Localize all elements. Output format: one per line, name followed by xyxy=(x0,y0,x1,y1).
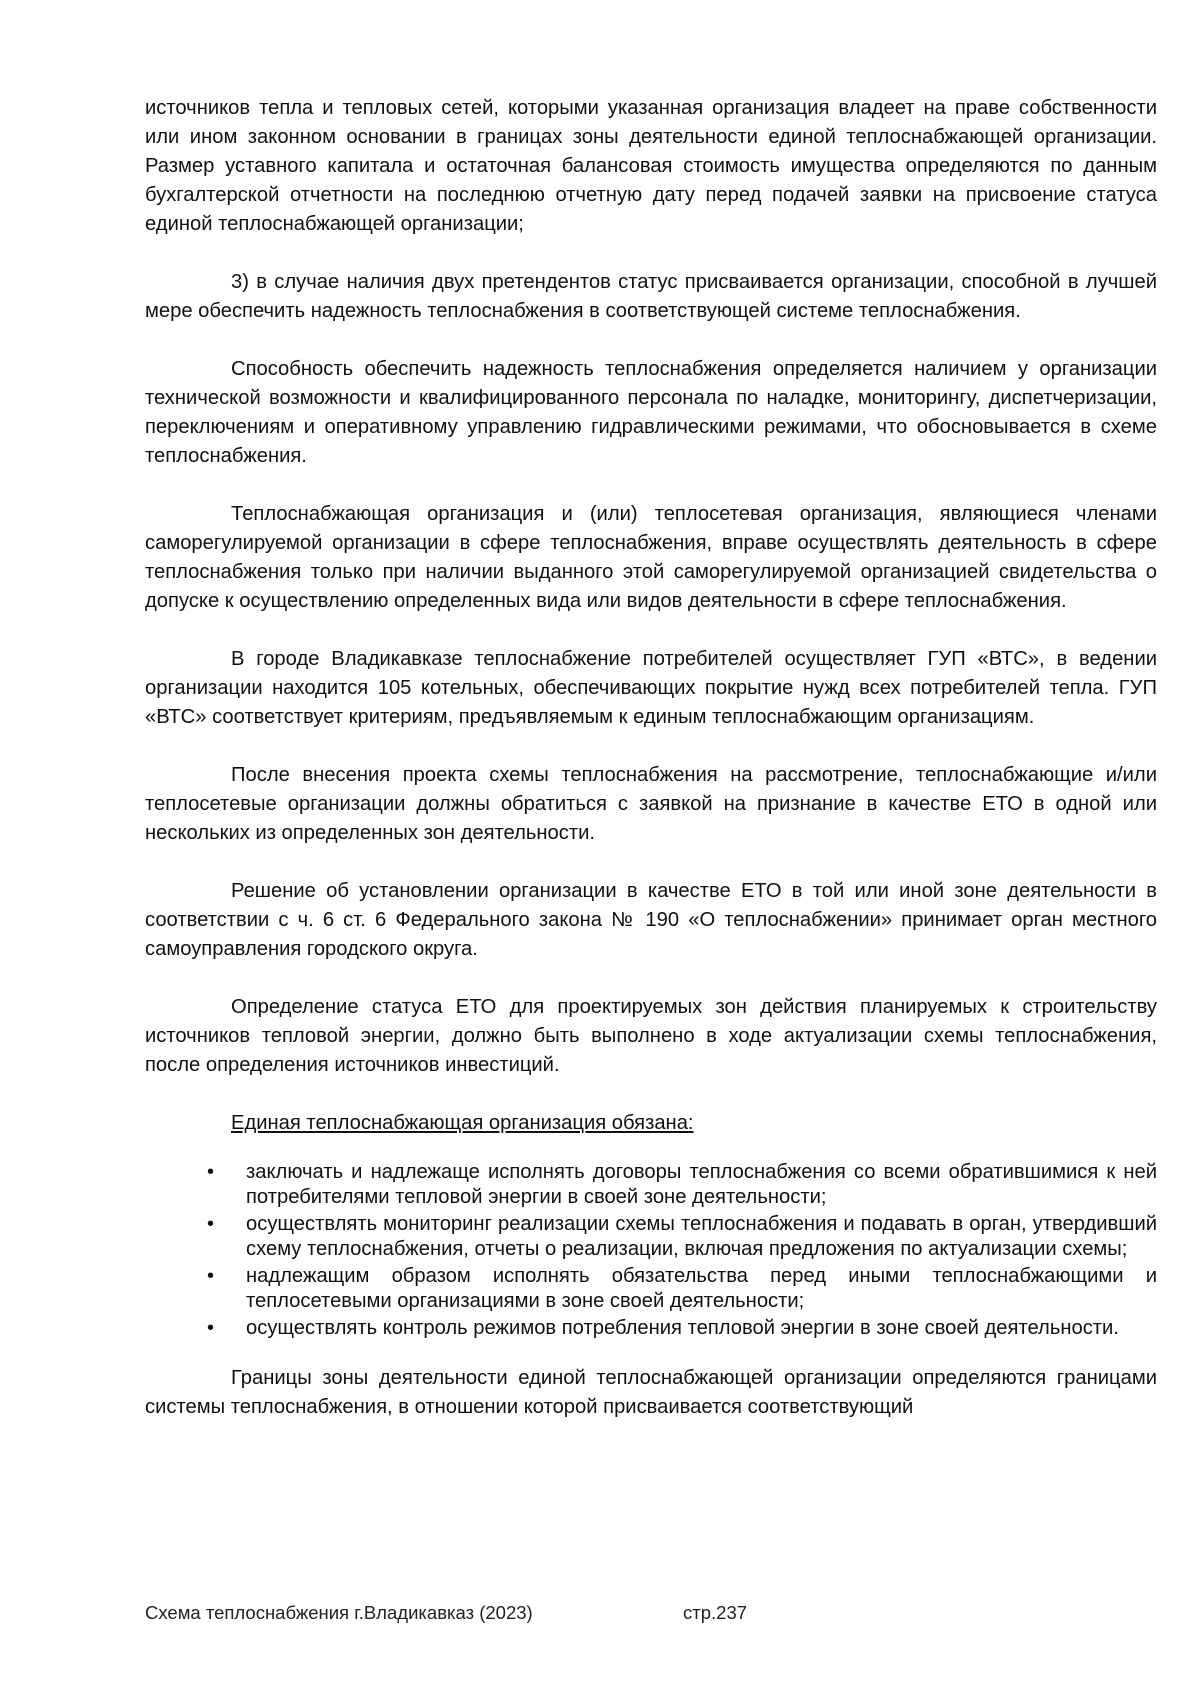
list-item-text: надлежащим образом исполнять обязательства перед иными теплоснабжающими и теплосетевыми организациями в зоне своей деятельности; xyxy=(246,1265,1157,1312)
bullet-icon: • xyxy=(207,1161,215,1183)
footer-page-number: стр.237 xyxy=(683,1602,748,1623)
paragraph-application: После внесения проекта схемы теплоснабжения на рассмотрение, теплоснабжающие и/или теплосетевые организации должны обратиться с заявкой на признание в качестве ЕТО в одной или нескольких из определенных зон деятельности. xyxy=(145,764,1157,844)
list-item-text: заключать и надлежаще исполнять договоры теплоснабжения со всеми обратившимися к ней потребителями тепловой энергии в своей зоне деятельности; xyxy=(246,1161,1157,1208)
paragraph-zone-boundaries: Границы зоны деятельности единой теплоснабжающей организации определяются границами системы теплоснабжения, в отношении которой присваивается соответствующий xyxy=(145,1367,1157,1418)
bullet-icon: • xyxy=(207,1213,215,1235)
list-item xyxy=(145,1160,1157,1210)
list-item-text: осуществлять контроль режимов потребления тепловой энергии в зоне своей деятельности. xyxy=(246,1317,1119,1339)
paragraph-continuation: источников тепла и тепловых сетей, которыми указанная организация владеет на праве собственности или ином законном основании в границах зоны деятельности единой теплоснабжающей организации. Размер уставного капитала и остаточная балансовая стоимость имущества определяются по данным бухгалтерской отчетности на последнюю отчетную дату перед подачей заявки на присвоение статуса единой теплоснабжающей организации; xyxy=(145,97,1157,235)
duties-heading: Единая теплоснабжающая организация обязана: xyxy=(231,1112,694,1134)
list-item xyxy=(145,1264,1157,1314)
paragraph-status-definition: Определение статуса ЕТО для проектируемых зон действия планируемых к строительству источников тепловой энергии, должно быть выполнено в ходе актуализации схемы теплоснабжения, после определения источников инвестиций. xyxy=(145,996,1157,1076)
bullet-icon: • xyxy=(207,1265,215,1287)
footer-document-title: Схема теплоснабжения г.Владикавказ (2023) xyxy=(145,1602,533,1623)
page-footer xyxy=(145,1600,1157,1626)
paragraph-decision: Решение об установлении организации в качестве ЕТО в той или иной зоне деятельности в соответствии с ч. 6 ст. 6 Федерального закона № 190 «О теплоснабжении» принимает орган местного самоуправления городского округа. xyxy=(145,880,1157,960)
list-item xyxy=(145,1316,1157,1341)
list-item xyxy=(145,1212,1157,1262)
bullet-icon: • xyxy=(207,1317,215,1339)
paragraph-vladikavkaz: В городе Владикавказе теплоснабжение потребителей осуществляет ГУП «ВТС», в ведении организации находится 105 котельных, обеспечивающих покрытие нужд всех потребителей тепла. ГУП «ВТС» соответствует критериям, предъявляемым к единым теплоснабжающим организациям. xyxy=(145,648,1157,728)
paragraph-reliability: Способность обеспечить надежность теплоснабжения определяется наличием у организации технической возможности и квалифицированного персонала по наладке, мониторингу, диспетчеризации, переключениям и оперативному управлению гидравлическими режимами, что обосновывается в схеме теплоснабжения. xyxy=(145,358,1157,467)
list-item-text: осуществлять мониторинг реализации схемы теплоснабжения и подавать в орган, утвердивший схему теплоснабжения, отчеты о реализации, включая предложения по актуализации схемы; xyxy=(246,1213,1157,1260)
duties-list xyxy=(145,1160,1157,1341)
page-content xyxy=(145,94,1157,1451)
paragraph-self-regulation: Теплоснабжающая организация и (или) теплосетевая организация, являющиеся членами саморегулируемой организации в сфере теплоснабжения, вправе осуществлять деятельность в сфере теплоснабжения только при наличии выданного этой саморегулируемой организацией свидетельства о допуске к осуществлению определенных вида или видов деятельности в сфере теплоснабжения. xyxy=(145,503,1157,612)
paragraph-item-3: 3) в случае наличия двух претендентов статус присваивается организации, способной в лучшей мере обеспечить надежность теплоснабжения в соответствующей системе теплоснабжения. xyxy=(145,271,1157,322)
